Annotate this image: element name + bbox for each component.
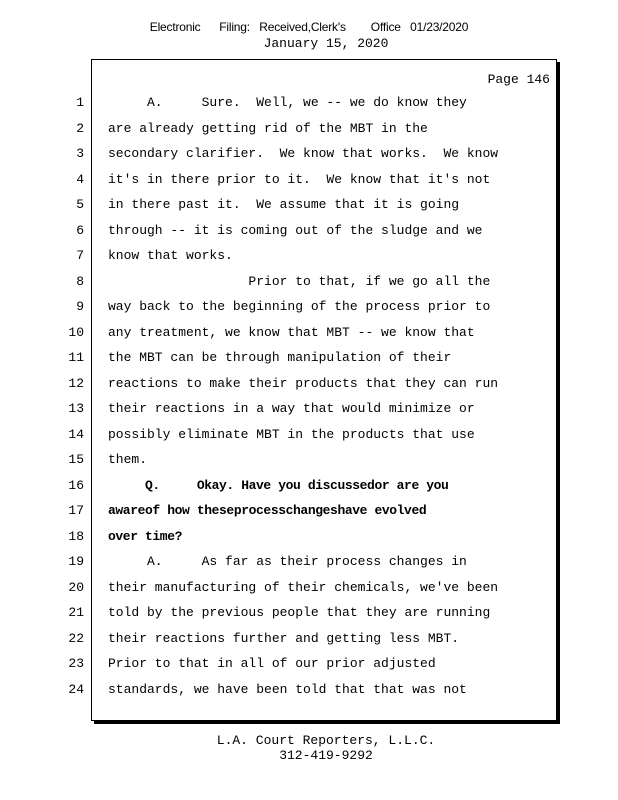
line-number: 2 [76,120,84,136]
line-number-column [56,90,84,702]
line-number: 11 [68,350,84,365]
court-reporter-name: L.A. Court Reporters, L.L.C. [216,733,436,748]
transcript-line: way back to the beginning of the process prior to [108,299,491,314]
transcript-line: secondary clarifier. We know that works. We know [108,146,499,161]
line-number: 8 [76,273,84,289]
transcript-line: their manufacturing of their chemicals, we've been [108,579,499,595]
line-number: 21 [68,605,84,620]
line-number: 15 [68,452,84,467]
transcript-line: it's in there prior to it. We know that it's not [108,171,491,187]
transcript-line: any treatment, we know that MBT -- we know that [108,324,475,340]
transcript-line: told by the previous people that they are running [108,605,491,620]
transcript-line: are already getting rid of the MBT in the [108,120,428,136]
transcript-line: Q. Okay. Have you discussedor are you [108,477,449,493]
line-number: 23 [68,656,84,671]
transcript-line: over time? [108,528,183,544]
line-number: 12 [68,375,84,391]
line-number: 13 [68,401,84,416]
court-reporter-phone: 312-419-9292 [279,748,373,763]
line-number: 17 [68,503,84,518]
transcript-line: them. [108,452,148,467]
electronic-filing-stamp: Electronic Filing: Received,Clerk's Office 01/23/2020 [149,20,469,34]
footer [0,733,618,763]
line-number: 6 [76,222,84,238]
transcript-line: awareof how theseprocesschangeshave evolved [108,503,427,518]
transcript-line: possibly eliminate MBT in the products that use [108,426,475,442]
line-number: 22 [68,630,84,646]
line-number: 24 [68,681,84,697]
transcript-line: Prior to that, if we go all the [108,273,491,289]
page-number: Page 146 [487,72,550,87]
line-number: 9 [76,299,84,314]
line-number: 7 [76,248,84,263]
transcript-line: standards, we have been told that that was not [108,681,467,697]
line-number: 16 [68,477,84,493]
line-number: 14 [68,426,84,442]
line-number: 4 [76,171,84,187]
transcript-line: the MBT can be through manipulation of their [108,350,452,365]
line-number: 19 [68,554,84,569]
line-number: 1 [76,95,84,110]
line-number: 18 [68,528,84,544]
transcript-line: their reactions further and getting less MBT. [108,630,460,646]
transcript-line: A. As far as their process changes in [108,554,467,569]
transcript-date: January 15, 2020 [263,36,389,51]
transcript-text-column [108,90,548,702]
transcript-line: A. Sure. Well, we -- we do know they [108,95,467,110]
transcript-line: in there past it. We assume that it is going [108,197,460,212]
transcript-line: Prior to that in all of our prior adjusted [108,656,436,671]
transcript-line: their reactions in a way that would minimize or [108,401,475,416]
line-number: 3 [76,146,84,161]
transcript-line: reactions to make their products that they can run [108,375,499,391]
line-number: 20 [68,579,84,595]
line-number: 5 [76,197,84,212]
transcript-line: know that works. [108,248,233,263]
line-number: 10 [68,324,84,340]
transcript-line: through -- it is coming out of the sludge and we [108,222,483,238]
